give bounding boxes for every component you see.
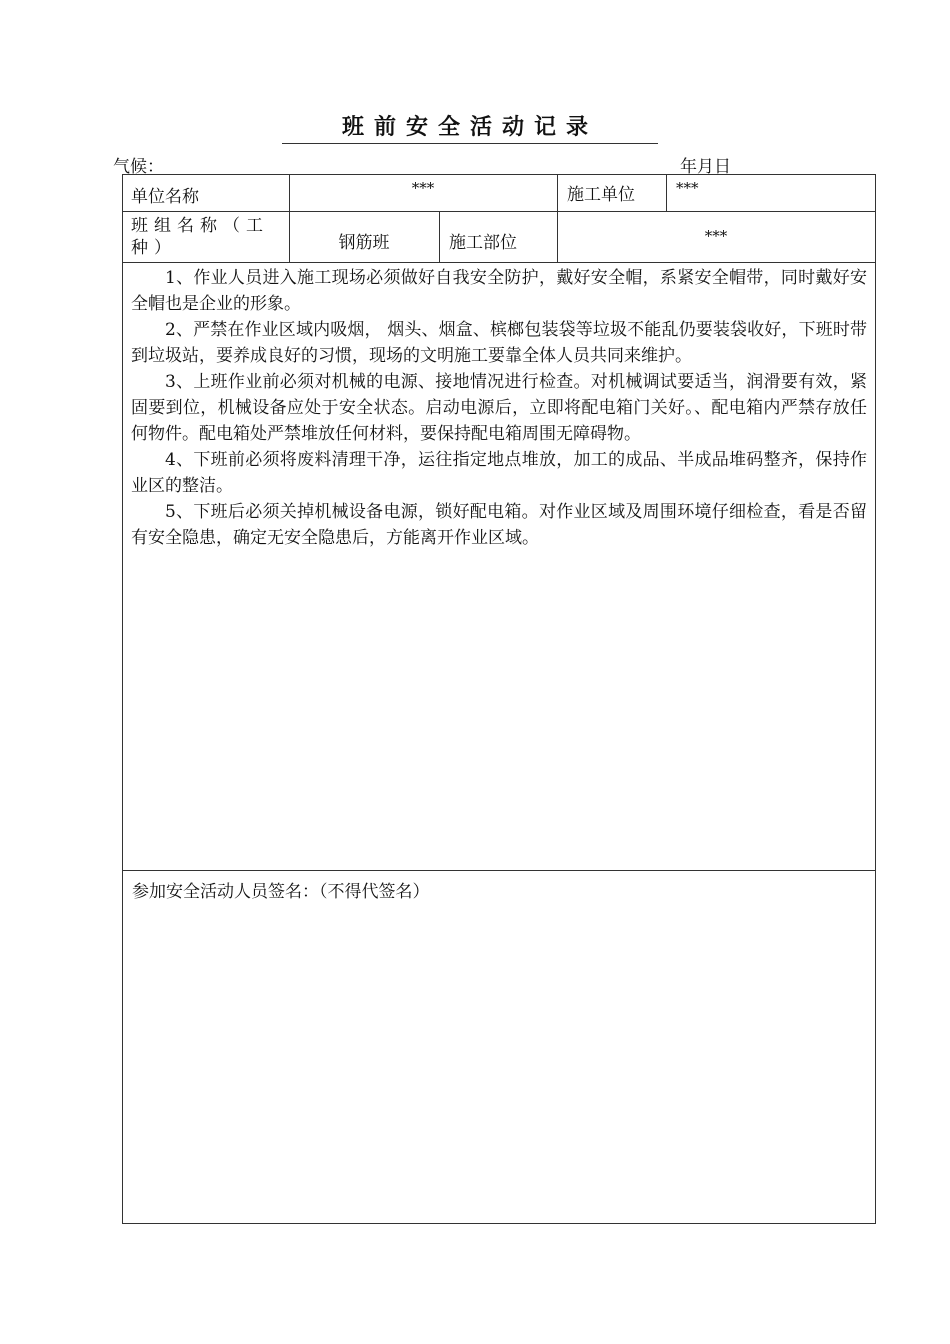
activity-record-form	[122, 174, 876, 1224]
section-divider	[123, 870, 875, 871]
construction-part-label: 施工部位	[449, 233, 517, 253]
team-name-value: 钢筋班	[338, 233, 390, 253]
safety-item: 5、下班后必须关掉机械设备电源，锁好配电箱。对作业区域及周围环境仔细检查，看是否留有安全隐患，确定无安全隐患后，方能离开作业区域。	[131, 502, 867, 548]
safety-item: 3、上班作业前必须对机械的电源、接地情况进行检查。对机械调试要适当，润滑要有效，紧固要到位，机械设备应处于安全状态。启动电源后，立即将配电箱门关好。、配电箱内严禁存放任何物件。配电箱处严禁堆放任何材料，要保持配电箱周围无障碍物。	[131, 372, 867, 444]
signature-label: 参加安全活动人员签名：（不得代签名）	[132, 882, 430, 902]
team-name-label: 班组名称（工种）	[131, 216, 269, 258]
safety-item: 2、严禁在作业区域内吸烟， 烟头、烟盒、槟榔包装袋等垃圾不能乱仍要装袋收好，下班时带到垃圾站，要养成良好的习惯，现场的文明施工要靠全体人员共同来维护。	[131, 320, 867, 366]
row-divider	[123, 211, 875, 212]
safety-item: 4、下班前必须将废料清理干净，运往指定地点堆放，加工的成品、半成品堆码整齐，保持作业区的整洁。	[131, 450, 867, 496]
construction-part-value: ***	[704, 227, 728, 245]
construction-unit-value: ***	[676, 179, 699, 197]
date-label: 年月日	[680, 157, 731, 177]
construction-unit-label: 施工单位	[567, 185, 635, 205]
column-divider	[666, 175, 667, 211]
row-divider	[123, 262, 875, 263]
safety-content	[131, 265, 867, 551]
column-divider	[439, 211, 440, 262]
unit-name-label: 单位名称	[131, 187, 199, 207]
safety-item: 1、作业人员进入施工现场必须做好自我安全防护，戴好安全帽，系紧安全帽带，同时戴好安全帽也是企业的形象。	[131, 268, 867, 314]
unit-name-value: ***	[411, 179, 435, 197]
weather-label: 气候：	[113, 157, 164, 177]
page-title: 班前安全活动记录	[282, 110, 658, 144]
column-divider	[557, 175, 558, 262]
